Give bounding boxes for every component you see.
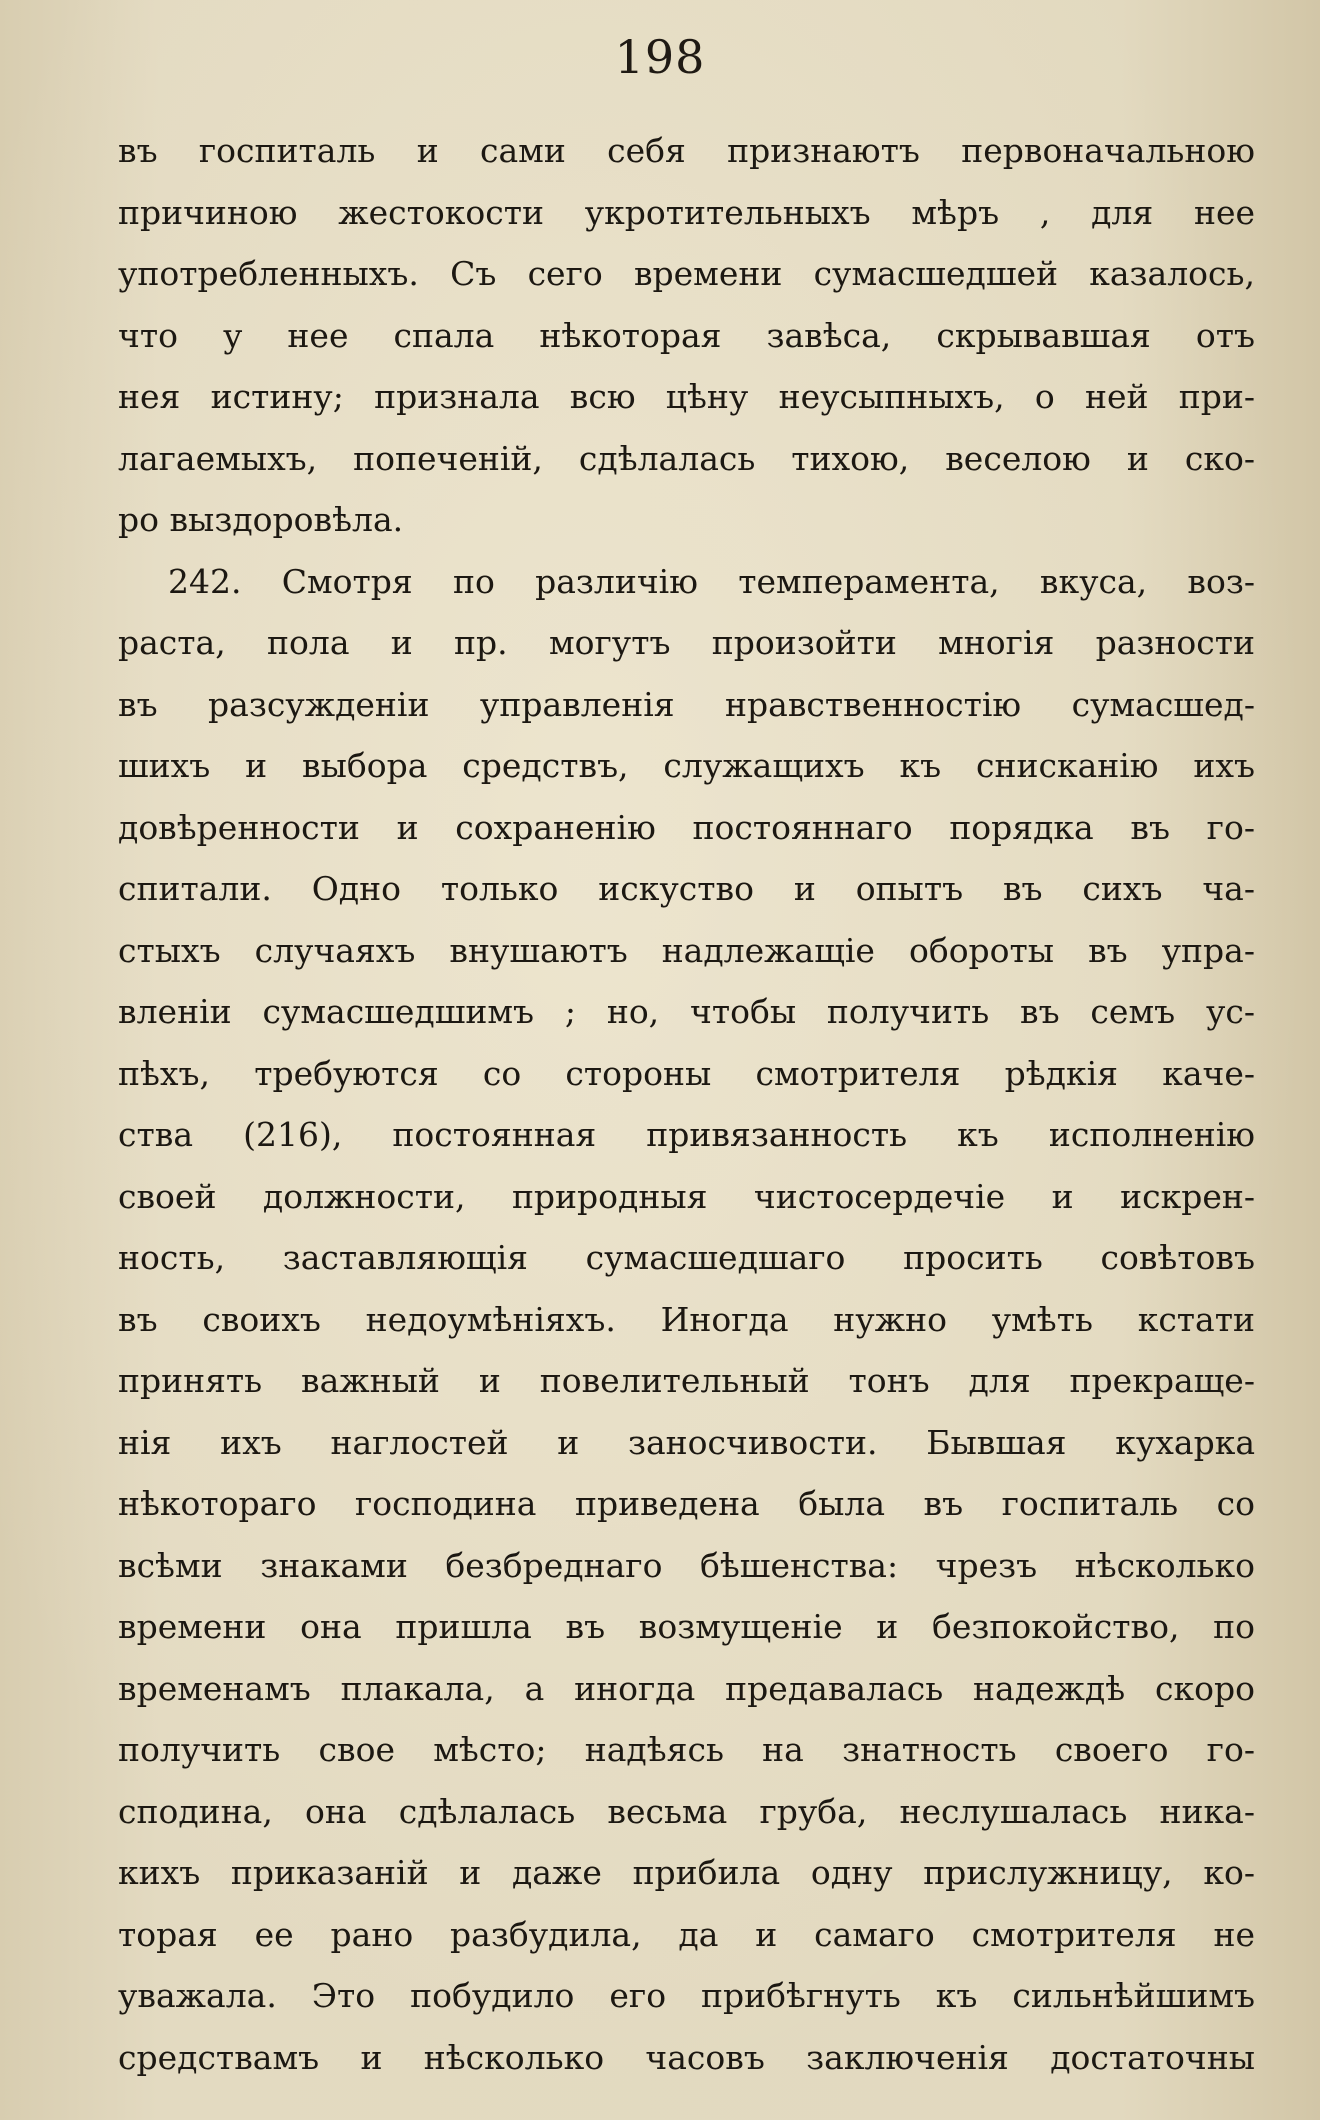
text-line: средствамъ и нѣсколько часовъ заключенія достаточны xyxy=(118,2037,1255,2077)
text-line: что у нее спала нѣкоторая завѣса, скрывавшая отъ xyxy=(118,315,1255,355)
text-line: торая ее рано разбудила, да и самаго смотрителя не xyxy=(118,1914,1255,1954)
body-text xyxy=(118,120,1255,2088)
text-line: уважала. Это побудило его прибѣгнуть къ сильнѣйшимъ xyxy=(118,1976,1255,2015)
text-line: стыхъ случаяхъ внушаютъ надлежащіе обороты въ упра- xyxy=(118,930,1255,970)
text-line: временамъ плакала, а иногда предавалась надеждѣ скоро xyxy=(118,1668,1255,1708)
text-line: нея истину; признала всю цѣну неусыпныхъ, о ней при- xyxy=(118,377,1255,416)
text-line: принять важный и повелительный тонъ для прекраще- xyxy=(118,1361,1255,1400)
text-line: въ своихъ недоумѣніяхъ. Иногда нужно умѣть кстати xyxy=(118,1299,1255,1339)
text-line: довѣренности и сохраненію постояннаго порядка въ го- xyxy=(118,807,1255,847)
text-line: всѣми знаками безбреднаго бѣшенства: чрезъ нѣсколько xyxy=(118,1545,1255,1585)
text-line: причиною жестокости укротительныхъ мѣръ , для нее xyxy=(118,192,1255,232)
text-line: въ разсужденіи управленія нравственностію сумасшед- xyxy=(118,684,1255,724)
text-line: употребленныхъ. Съ сего времени сумасшедшей казалось, xyxy=(118,254,1255,293)
paragraph-start-line: 242. Смотря по различію темперамента, вкуса, воз- xyxy=(168,561,1255,601)
text-line: своей должности, природныя чистосердечіе и искрен- xyxy=(118,1176,1255,1216)
text-line: сподина, она сдѣлалась весьма груба, неслушалась ника- xyxy=(118,1791,1255,1831)
text-line: получить свое мѣсто; надѣясь на знатность своего го- xyxy=(118,1730,1255,1769)
page-number: 198 xyxy=(614,30,706,84)
text-line: пѣхъ, требуются со стороны смотрителя рѣдкія каче- xyxy=(118,1053,1255,1093)
text-line: спитали. Одно только искуство и опытъ въ сихъ ча- xyxy=(118,869,1255,908)
text-line: вленіи сумасшедшимъ ; но, чтобы получить въ семъ ус- xyxy=(118,992,1255,1031)
text-line: нія ихъ наглостей и заносчивости. Бывшая кухарка xyxy=(118,1422,1255,1462)
text-line: нѣкотораго господина приведена была въ госпиталь со xyxy=(118,1484,1255,1523)
text-line: ность, заставляющія сумасшедшаго просить совѣтовъ xyxy=(118,1238,1255,1277)
text-line: лагаемыхъ, попеченій, сдѣлалась тихою, веселою и ско- xyxy=(118,438,1255,478)
text-line: времени она пришла въ возмущеніе и безпокойство, по xyxy=(118,1607,1255,1646)
text-line: кихъ приказаній и даже прибила одну прислужницу, ко- xyxy=(118,1853,1255,1892)
text-line: шихъ и выбора средствъ, служащихъ къ снисканію ихъ xyxy=(118,746,1255,785)
text-line: раста, пола и пр. могутъ произойти многія разности xyxy=(118,623,1255,662)
text-line: ства (216), постоянная привязанность къ исполненію xyxy=(118,1115,1255,1154)
text-line: ро выздоровѣла. xyxy=(118,500,404,539)
text-line: въ госпиталь и сами себя признаютъ первоначальною xyxy=(118,131,1255,170)
